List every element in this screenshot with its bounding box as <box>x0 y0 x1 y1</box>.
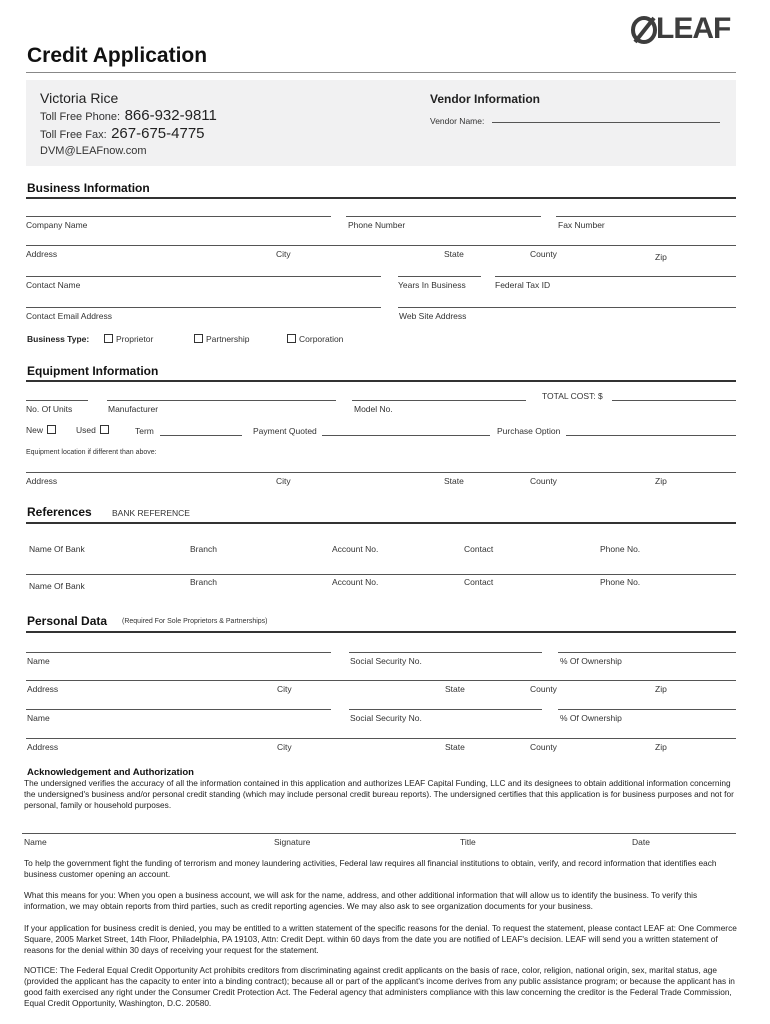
account-no-label-2: Account No. <box>332 577 379 587</box>
owner1-county-label: County <box>530 684 557 694</box>
equipment-state-label: State <box>444 476 464 486</box>
phone-label: Toll Free Phone: <box>40 111 121 123</box>
notice-denial: If your application for business credit is denied, you may be entitled to a written statement of the specific reasons for the denial. To request the statement, please contact LEAF at: One Commerce Square, 2005 Market Street, 14th Floor, Philadelphia, PA 19103, Attn: Credit Dept. within 60 days from the date you are notified of LEAF's decision. LEAF will send you a written statement of reasons for the denial within 30 days of receiving your request for the statement. <box>24 923 737 955</box>
owner1-name-label: Name <box>27 656 50 666</box>
page-title: Credit Application <box>27 44 208 67</box>
owner2-name-label: Name <box>27 713 50 723</box>
model-no-field[interactable] <box>352 400 526 401</box>
owner1-name-field[interactable] <box>26 652 331 653</box>
sig-signature-label: Signature <box>274 837 311 847</box>
sig-title-label: Title <box>460 837 476 847</box>
bank-name-label-2: Name Of Bank <box>29 581 85 591</box>
owner2-state-label: State <box>445 742 465 752</box>
used-label: Used <box>76 425 96 435</box>
total-cost-field[interactable] <box>612 400 736 401</box>
no-of-units-field[interactable] <box>26 400 88 401</box>
references-rule <box>26 522 736 524</box>
signature-line[interactable] <box>22 833 736 834</box>
fax-number-label: Fax Number <box>558 220 605 230</box>
equipment-address-field[interactable] <box>26 472 736 473</box>
corporation-option[interactable] <box>287 334 343 344</box>
equipment-rule <box>26 380 736 382</box>
owner2-zip-label: Zip <box>655 742 667 752</box>
business-type-label: Business Type: <box>27 334 90 344</box>
zip-label: Zip <box>655 252 667 262</box>
used-checkbox[interactable] <box>100 425 109 434</box>
corporation-checkbox[interactable] <box>287 334 296 343</box>
ack-text: The undersigned verifies the accuracy of all the information contained in this application and authorizes LEAF Capital Funding, LLC and its designees to obtain additional information concerning the undersigned's business and/or personal credit standing (which may include personal credit bureau reports). The undersigned certifies that this application is for business purposes and not for personal, family or household purposes. <box>24 778 734 810</box>
no-of-units-label: No. Of Units <box>26 404 73 414</box>
owner1-zip-label: Zip <box>655 684 667 694</box>
payment-quoted-field[interactable] <box>322 435 490 436</box>
purchase-option-field[interactable] <box>566 435 736 436</box>
contact-name-field[interactable] <box>26 276 381 277</box>
phone-no-label-1: Phone No. <box>600 544 641 554</box>
contact-name-label: Contact Name <box>26 280 81 290</box>
manufacturer-label: Manufacturer <box>108 404 159 414</box>
owner2-name-field[interactable] <box>26 709 331 710</box>
owner2-county-label: County <box>530 742 557 752</box>
proprietor-option[interactable] <box>104 334 153 344</box>
owner1-address-label: Address <box>27 684 59 694</box>
bank-reference-subtitle: BANK REFERENCE <box>112 508 190 518</box>
partnership-label: Partnership <box>206 334 250 344</box>
sig-name-label: Name <box>24 837 47 847</box>
owner2-address-field[interactable] <box>26 738 736 739</box>
company-name-field[interactable] <box>26 216 331 217</box>
fax-row <box>40 125 205 143</box>
vendor-title: Vendor Information <box>430 92 541 106</box>
phone-number-field[interactable] <box>346 216 541 217</box>
address-label: Address <box>26 249 58 259</box>
contact-email-label: Contact Email Address <box>26 311 112 321</box>
corporation-label: Corporation <box>299 334 344 344</box>
phone-row <box>40 107 217 125</box>
notice-what-this-means: What this means for you: When you open a business account, we will ask for the name, address, and other additional information that will allow us to identify the business. To verify this information, we may obtain reports from third parties, such as credit reporting agencies. We may also ask to see organization documents for your business. <box>24 890 698 911</box>
fax-label: Toll Free Fax: <box>40 129 107 141</box>
owner2-ssn-field[interactable] <box>349 709 542 710</box>
references-section-title: References <box>27 505 92 519</box>
owner1-ownership-field[interactable] <box>558 652 736 653</box>
equipment-section-title: Equipment Information <box>27 364 159 378</box>
equipment-address-label: Address <box>26 476 58 486</box>
bank-reference-field-2[interactable] <box>26 574 736 575</box>
bank-name-label-1: Name Of Bank <box>29 544 85 554</box>
contact-email-field[interactable] <box>26 307 381 308</box>
term-label: Term <box>135 426 154 436</box>
address-field[interactable] <box>26 245 736 246</box>
phone-number-label: Phone Number <box>348 220 406 230</box>
payment-quoted-label: Payment Quoted <box>253 426 317 436</box>
leaf-logo-icon <box>630 15 658 45</box>
vendor-name-label: Vendor Name: <box>430 116 485 126</box>
owner1-ssn-field[interactable] <box>349 652 542 653</box>
logo-text: LEAF <box>656 12 731 45</box>
personal-section-title: Personal Data <box>27 614 108 628</box>
phone-no-label-2: Phone No. <box>600 577 641 587</box>
years-in-business-field[interactable] <box>398 276 481 277</box>
leaf-logo <box>630 14 740 48</box>
contact-label-1: Contact <box>464 544 494 554</box>
state-label: State <box>444 249 464 259</box>
ack-title: Acknowledgement and Authorization <box>27 767 194 778</box>
personal-rule <box>26 631 736 633</box>
total-cost-label: TOTAL COST: $ <box>542 391 603 401</box>
owner2-address-label: Address <box>27 742 59 752</box>
equipment-city-label: City <box>276 476 291 486</box>
account-no-label-1: Account No. <box>332 544 379 554</box>
phone-value: 866-932-9811 <box>124 107 217 124</box>
business-rule <box>26 197 736 199</box>
fax-value: 267-675-4775 <box>111 125 205 142</box>
owner2-ssn-label: Social Security No. <box>350 713 422 723</box>
owner1-city-label: City <box>277 684 292 694</box>
contact-label-2: Contact <box>464 577 494 587</box>
title-rule <box>26 72 736 73</box>
contact-name: Victoria Rice <box>40 90 119 106</box>
notice-ecoa: NOTICE: The Federal Equal Credit Opportunity Act prohibits creditors from discriminating against credit applicants on the basis of race, color, religion, national origin, sex, marital status, age (provided the applicant has the capacity to enter into a binding contract); because all or part of the applicant's income derives from any public assistance program; or because the applicant has in good faith exercised any right under the Consumer Credit Protection Act. The Federal agency that administers compliance with this law concerning the creditor is the Federal Trade Commission, Equal Credit Opportunity, Washington, D.C. 20580. <box>24 965 735 1008</box>
owner1-address-field[interactable] <box>26 680 736 681</box>
owner2-ownership-field[interactable] <box>558 709 736 710</box>
new-option[interactable] <box>26 425 59 435</box>
company-name-label: Company Name <box>26 220 88 230</box>
equipment-location-note: Equipment location if different than above: <box>26 449 157 456</box>
branch-label-1: Branch <box>190 544 217 554</box>
partnership-option[interactable] <box>194 334 249 344</box>
owner1-ownership-label: % Of Ownership <box>560 656 622 666</box>
equipment-zip-label: Zip <box>655 476 667 486</box>
years-in-business-label: Years In Business <box>398 280 466 290</box>
county-label: County <box>530 249 557 259</box>
model-no-label: Model No. <box>354 404 393 414</box>
new-checkbox[interactable] <box>47 425 56 434</box>
manufacturer-field[interactable] <box>107 400 336 401</box>
personal-subtitle: (Required For Sole Proprietors & Partnerships) <box>122 618 268 625</box>
federal-tax-id-field[interactable] <box>495 276 736 277</box>
term-field[interactable] <box>160 435 242 436</box>
branch-label-2: Branch <box>190 577 217 587</box>
federal-tax-id-label: Federal Tax ID <box>495 280 551 290</box>
email-link[interactable]: DVM@LEAFnow.com <box>40 145 147 157</box>
web-site-label: Web Site Address <box>399 311 467 321</box>
proprietor-checkbox[interactable] <box>104 334 113 343</box>
web-site-field[interactable] <box>398 307 736 308</box>
proprietor-label: Proprietor <box>116 334 154 344</box>
used-option[interactable] <box>76 425 112 435</box>
city-label: City <box>276 249 291 259</box>
owner2-ownership-label: % Of Ownership <box>560 713 622 723</box>
owner2-city-label: City <box>277 742 292 752</box>
owner1-ssn-label: Social Security No. <box>350 656 422 666</box>
business-section-title: Business Information <box>27 181 150 195</box>
new-label: New <box>26 425 44 435</box>
owner1-state-label: State <box>445 684 465 694</box>
partnership-checkbox[interactable] <box>194 334 203 343</box>
vendor-name-field[interactable] <box>492 122 720 123</box>
purchase-option-label: Purchase Option <box>497 426 561 436</box>
notice-patriot-act: To help the government fight the funding of terrorism and money laundering activities, Federal law requires all financial institutions to obtain, verify, and record information that identifies each business customer opening an account. <box>24 858 717 879</box>
sig-date-label: Date <box>632 837 650 847</box>
equipment-county-label: County <box>530 476 557 486</box>
fax-number-field[interactable] <box>556 216 736 217</box>
